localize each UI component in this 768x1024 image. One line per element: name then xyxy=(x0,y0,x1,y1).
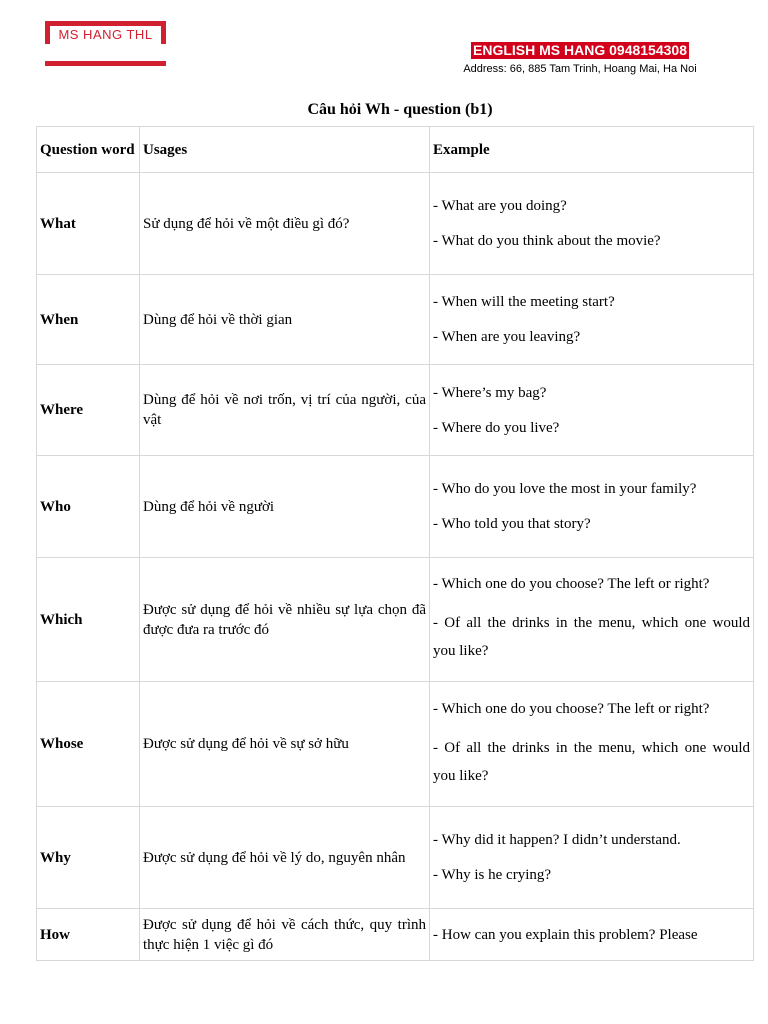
example-text: - Why is he crying? xyxy=(433,867,552,883)
example-cell xyxy=(430,456,754,558)
example-text: - What do you think about the movie? xyxy=(433,233,661,249)
usage-cell: Dùng để hỏi về thời gian xyxy=(140,275,430,365)
example-text: - Of all the drinks in the menu, which one would you like? xyxy=(433,615,750,659)
question-word: Whose xyxy=(37,682,140,807)
example-text: - What are you doing? xyxy=(433,198,567,214)
example-cell xyxy=(430,275,754,365)
example-text: - Where’s my bag? xyxy=(433,384,547,401)
example-text: - Of all the drinks in the menu, which one would you like? xyxy=(433,739,750,784)
address-line: Address: 66, 885 Tam Trinh, Hoang Mai, Ha Noi xyxy=(463,63,697,75)
example-text: - Where do you live? xyxy=(433,419,560,436)
example-text: - Who do you love the most in your family? xyxy=(433,481,697,497)
usage-cell: Dùng để hỏi về người xyxy=(140,456,430,558)
table-row xyxy=(37,173,754,275)
example-text: - How can you explain this problem? Please xyxy=(433,926,698,943)
question-word: Why xyxy=(37,807,140,909)
header-info xyxy=(430,42,730,75)
header-usages: Usages xyxy=(140,127,430,173)
brand-banner: ENGLISH MS HANG 0948154308 xyxy=(473,42,687,58)
table-row xyxy=(37,275,754,365)
example-cell xyxy=(430,682,754,807)
usage-cell: Sử dụng để hỏi về một điều gì đó? xyxy=(140,173,430,275)
example-cell xyxy=(430,558,754,682)
example-text: - Which one do you choose? The left or right? xyxy=(433,576,710,592)
question-word: How xyxy=(37,909,140,961)
question-word: Who xyxy=(37,456,140,558)
table-header-row xyxy=(37,127,754,173)
example-cell xyxy=(430,807,754,909)
header-example: Example xyxy=(430,127,754,173)
question-word: Which xyxy=(37,558,140,682)
table-row xyxy=(37,682,754,807)
question-word: What xyxy=(37,173,140,275)
usage-cell: Dùng để hỏi về nơi trốn, vị trí của người, của vật xyxy=(140,365,430,456)
table-row xyxy=(37,365,754,456)
table-row xyxy=(37,558,754,682)
logo-text: MS HANG THL xyxy=(58,27,153,42)
example-text: - Who told you that story? xyxy=(433,516,591,532)
table-row xyxy=(37,807,754,909)
example-text: - Why did it happen? I didn’t understand. xyxy=(433,832,681,848)
logo-top-block xyxy=(45,21,166,44)
document-title: Câu hỏi Wh - question (b1) xyxy=(307,101,493,118)
example-text: - When are you leaving? xyxy=(433,329,581,345)
example-cell xyxy=(430,909,754,961)
question-word: Where xyxy=(37,365,140,456)
table-row xyxy=(37,456,754,558)
logo xyxy=(45,21,167,67)
logo-underline xyxy=(45,61,166,66)
example-text: - Which one do you choose? The left or right? xyxy=(433,700,710,717)
logo-inner xyxy=(50,26,161,44)
example-cell xyxy=(430,365,754,456)
example-cell xyxy=(430,173,754,275)
question-word: When xyxy=(37,275,140,365)
wh-question-table xyxy=(36,126,754,961)
table-row xyxy=(37,909,754,961)
usage-cell: Được sử dụng để hỏi về cách thức, quy trình thực hiện 1 việc gì đó xyxy=(140,909,430,961)
example-text: - When will the meeting start? xyxy=(433,294,615,310)
usage-cell: Được sử dụng để hỏi về sự sở hữu xyxy=(140,682,430,807)
usage-cell: Được sử dụng để hỏi về lý do, nguyên nhân xyxy=(140,807,430,909)
header-question-word: Question word xyxy=(37,127,140,173)
usage-cell: Được sử dụng để hỏi về nhiều sự lựa chọn đã được đưa ra trước đó xyxy=(140,558,430,682)
